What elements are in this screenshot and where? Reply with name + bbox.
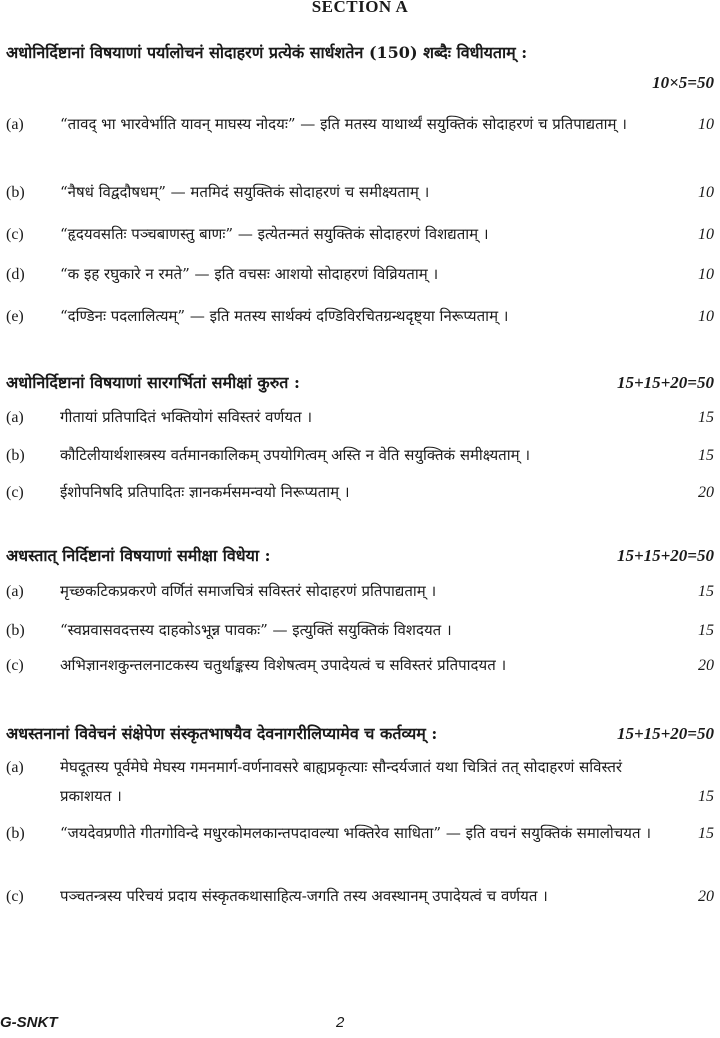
question-4-heading [6,719,714,749]
question-4c [6,882,714,911]
item-text: “जयदेवप्रणीते गीतगोविन्दे मधुरकोमलकान्तपदावल्या भक्तिरेव साधिता” — इति वचनं सयुक्तिकं समालोचयत । [60,824,652,842]
question-4-text: अधस्तनानां विवेचनं संक्षेपेण संस्कृतभाषयैव देवनागरीलिप्यामेव च कर्तव्यम् : [6,724,438,743]
page-number: 2 [336,1014,345,1031]
question-3c [6,651,714,680]
item-label: (c) [6,226,24,243]
item-marks: 15 [698,788,714,805]
question-1e [6,302,714,331]
item-label: (a) [6,409,24,426]
question-4-marks: 15+15+20=50 [616,724,714,743]
question-4a [6,753,714,811]
item-marks: 10 [698,226,714,243]
item-marks: 15 [698,583,714,600]
item-text: कौटिलीयार्थशास्त्रस्य वर्तमानकालिकम् उपयोगित्वम् अस्ति न वेति सयुक्तिकं समीक्ष्यताम् । [60,446,531,464]
item-text: गीतायां प्रतिपादितं भक्तियोगं सविस्तरं वर्णयत । [60,408,313,426]
question-3a [6,577,714,606]
item-label: (a) [6,116,24,133]
item-label: (a) [6,759,24,776]
question-3-marks: 15+15+20=50 [616,546,714,565]
item-text: “दण्डिनः पदलालित्यम्” — इति मतस्य सार्थक्यं दण्डिविरचितग्रन्थदृष्ट्या निरूप्यताम् । [60,307,509,325]
item-label: (b) [6,825,25,842]
question-2-marks: 15+15+20=50 [616,373,714,392]
item-marks: 20 [698,484,714,501]
item-marks: 20 [698,657,714,674]
item-marks: 10 [698,184,714,201]
paper-code: G-SNKT [0,1014,58,1031]
item-text: ईशोपनिषदि प्रतिपादितः ज्ञानकर्मसमन्वयो निरूप्यताम् । [60,483,350,501]
question-2a [6,403,714,432]
question-1b [6,178,714,207]
item-marks: 15 [698,825,714,842]
section-title: SECTION A [311,0,409,16]
item-marks: 10 [698,116,714,133]
question-3-text: अधस्तात् निर्दिष्टानां विषयाणां समीक्षा विधेया : [6,546,271,565]
item-marks: 20 [698,888,714,905]
item-label: (b) [6,447,25,464]
question-4b [6,819,714,848]
item-text: मेघदूतस्य पूर्वमेघे मेघस्य गमनमार्ग-वर्णनावसरे बाह्यप्रकृत्याः सौन्दर्यजातं यथा चित्रितं तत् सोदाहरणं सविस्तरं प्रकाशयत । [60,758,623,805]
question-1-heading [6,38,714,98]
item-marks: 10 [698,308,714,325]
question-3b [6,616,714,645]
question-3-heading [6,541,714,571]
item-text: पञ्चतन्त्रस्य परिचयं प्रदाय संस्कृतकथासाहित्य-जगति तस्य अवस्थानम् उपादेयत्वं च वर्णयत । [60,887,548,905]
question-1a [6,110,714,139]
question-2c [6,478,714,507]
item-text: “तावद् भा भारवेर्भाति यावन् माघस्य नोदयः” — इति मतस्य याथार्थ्यं सयुक्तिकं सोदाहरणं च प्रतिपाद्यताम् । [60,115,627,133]
item-text: “स्वप्नवासवदत्तस्य दाहकोऽभून्न पावकः” — इत्युक्तिं सयुक्तिकं विशदयत । [60,621,452,639]
item-label: (b) [6,622,25,639]
item-marks: 10 [698,266,714,283]
question-1-text: अधोनिर्दिष्टानां विषयाणां पर्यालोचनं सोदाहरणं प्रत्येकं सार्धशतेन (150) शब्दैः विधीयताम् : [6,43,528,62]
item-text: अभिज्ञानशकुन्तलनाटकस्य चतुर्थाङ्कस्य विशेषत्वम् उपादेयत्वं च सविस्तरं प्रतिपादयत । [60,656,507,674]
item-marks: 15 [698,447,714,464]
question-2-heading [6,368,714,398]
item-marks: 15 [698,409,714,426]
item-label: (c) [6,657,24,674]
question-2-text: अधोनिर्दिष्टानां विषयाणां सारगर्भितां समीक्षां कुरुत : [6,373,300,392]
question-1d [6,260,714,289]
item-text: “हृदयवसतिः पञ्चबाणस्तु बाणः” — इत्येतन्मतं सयुक्तिकं सोदाहरणं विशद्यताम् । [60,225,489,243]
item-label: (e) [6,308,24,325]
question-2b [6,441,714,470]
item-label: (b) [6,184,25,201]
item-label: (a) [6,583,24,600]
item-label: (c) [6,888,24,905]
item-marks: 15 [698,622,714,639]
item-text: “क इह रघुकारे न रमते” — इति वचसः आशयो सोदाहरणं विव्रियताम् । [60,265,439,283]
question-1c [6,220,714,249]
item-label: (d) [6,266,25,283]
item-label: (c) [6,484,24,501]
item-text: मृच्छकटिकप्रकरणे वर्णितं समाजचित्रं सविस्तरं सोदाहरणं प्रतिपाद्यताम् । [60,582,437,600]
item-text: “नैषधं विद्वदौषधम्” — मतमिदं सयुक्तिकं सोदाहरणं च समीक्ष्यताम् । [60,183,430,201]
question-1-marks: 10×5=50 [652,73,714,92]
